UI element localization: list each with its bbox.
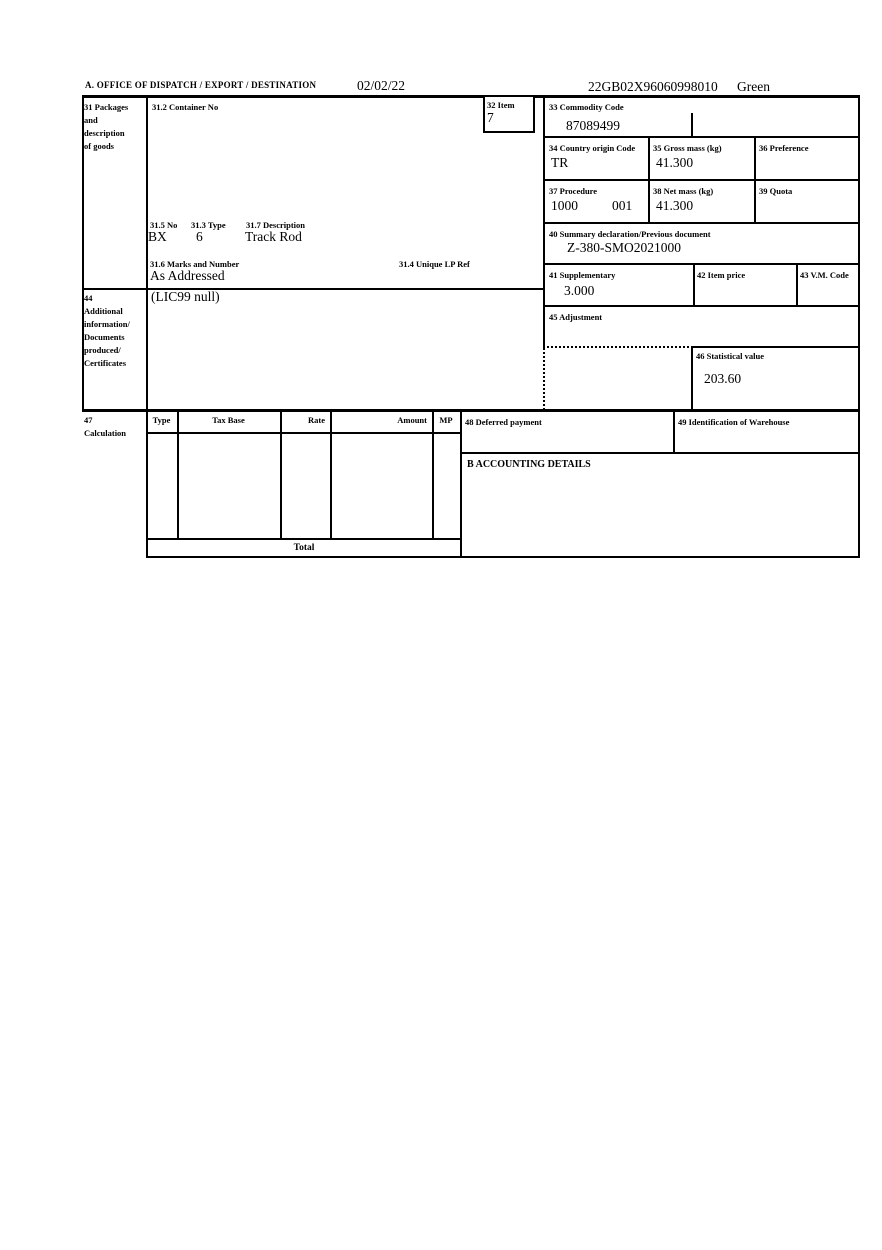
gross-mass-value: 41.300 xyxy=(656,155,694,170)
form-rule xyxy=(146,95,148,412)
form-rule xyxy=(691,346,693,411)
box31-title-line: of goods xyxy=(84,141,114,151)
box31-title-line: 31 Packages xyxy=(84,102,129,112)
box44-title-line: information/ xyxy=(84,319,130,329)
form-rule xyxy=(330,409,332,540)
item-number-label: 32 Item xyxy=(487,100,515,110)
packages-no-value: BX xyxy=(148,229,167,244)
statistical-value-label: 46 Statistical value xyxy=(696,351,764,361)
supplementary-units-label: 41 Supplementary xyxy=(549,270,616,280)
form-rule xyxy=(691,113,693,138)
box31-title-line: and xyxy=(84,115,98,125)
form-rule xyxy=(543,179,860,181)
form-rule xyxy=(280,409,282,540)
marks-and-number-value: As Addressed xyxy=(150,268,225,283)
box47-title-line: 47 xyxy=(84,415,93,425)
movement-reference-number: 22GB02X96060998010 xyxy=(588,79,718,94)
dotted-rule xyxy=(543,346,693,348)
warehouse-id-label: 49 Identification of Warehouse xyxy=(678,417,790,427)
form-rule xyxy=(796,263,798,307)
form-rule xyxy=(146,538,462,540)
box31-title xyxy=(84,101,128,153)
form-rule xyxy=(82,409,860,412)
form-rule xyxy=(673,409,675,454)
net-mass-value: 41.300 xyxy=(656,198,694,213)
box44-title-line: 44 xyxy=(84,293,93,303)
unique-lp-ref-label: 31.4 Unique LP Ref xyxy=(399,259,470,269)
calc-col-mp: MP xyxy=(439,415,453,425)
box44-title xyxy=(84,292,130,370)
vm-code-label: 43 V.M. Code xyxy=(800,270,849,280)
box44-title-line: Certificates xyxy=(84,358,127,368)
dotted-rule xyxy=(543,348,545,410)
preference-label: 36 Preference xyxy=(759,143,809,153)
goods-description-value: Track Rod xyxy=(245,229,302,244)
previous-document-label: 40 Summary declaration/Previous document xyxy=(549,229,711,239)
box44-title-line: Documents xyxy=(84,332,125,342)
procedure-additional-value: 001 xyxy=(612,198,633,213)
gross-mass-label: 35 Gross mass (kg) xyxy=(653,143,722,153)
box31-title-line: description xyxy=(84,128,125,138)
office-of-dispatch-heading: A. OFFICE OF DISPATCH / EXPORT / DESTINATION xyxy=(85,80,317,90)
acceptance-date: 02/02/22 xyxy=(357,78,406,93)
calc-col-type: Type xyxy=(152,415,171,425)
box47-title xyxy=(84,414,126,440)
item-price-label: 42 Item price xyxy=(697,270,746,280)
procedure-value: 1000 xyxy=(551,198,578,213)
packages-no-label: 31.5 No xyxy=(150,220,178,230)
deferred-payment-label: 48 Deferred payment xyxy=(465,417,542,427)
routing-indicator: Green xyxy=(737,79,770,94)
form-rule xyxy=(543,222,860,224)
form-rule xyxy=(543,263,860,265)
packages-type-value: 6 xyxy=(196,229,203,244)
box47-title-line: Calculation xyxy=(84,428,127,438)
additional-information-value: (LIC99 null) xyxy=(151,289,220,304)
form-rule xyxy=(432,409,434,540)
form-rule xyxy=(648,136,650,224)
commodity-code-label: 33 Commodity Code xyxy=(549,102,624,112)
calc-total-label: Total xyxy=(293,543,315,553)
country-origin-label: 34 Country origin Code xyxy=(549,143,636,153)
form-rule xyxy=(177,409,179,540)
adjustment-label: 45 Adjustment xyxy=(549,312,603,322)
commodity-code-value: 87089499 xyxy=(566,118,620,133)
country-origin-value: TR xyxy=(551,155,569,170)
item-number-value: 7 xyxy=(487,110,494,125)
box44-title-line: Additional xyxy=(84,306,123,316)
goods-description-label: 31.7 Description xyxy=(246,220,306,230)
net-mass-label: 38 Net mass (kg) xyxy=(653,186,714,196)
form-rule xyxy=(858,95,860,558)
form-rule xyxy=(693,263,695,307)
box44-title-line: produced/ xyxy=(84,345,121,355)
form-rule xyxy=(754,136,756,224)
form-rule xyxy=(543,136,860,138)
container-no-label: 31.2 Container No xyxy=(152,102,219,112)
supplementary-units-value: 3.000 xyxy=(564,283,595,298)
form-rule xyxy=(460,452,860,454)
form-rule xyxy=(691,346,860,348)
previous-document-value: Z-380-SMO2021000 xyxy=(567,240,681,255)
procedure-label: 37 Procedure xyxy=(549,186,598,196)
form-rule xyxy=(543,305,860,307)
quota-label: 39 Quota xyxy=(759,186,793,196)
calc-col-tax-base: Tax Base xyxy=(212,415,245,425)
form-rule xyxy=(146,432,462,434)
packages-type-label: 31.3 Type xyxy=(191,220,226,230)
form-rule xyxy=(82,95,860,98)
calc-col-amount: Amount xyxy=(397,415,427,425)
accounting-details-label: B ACCOUNTING DETAILS xyxy=(467,459,591,470)
statistical-value-value: 203.60 xyxy=(704,371,742,386)
form-rule xyxy=(146,556,860,558)
marks-and-number-label: 31.6 Marks and Number xyxy=(150,259,240,269)
calc-col-rate: Rate xyxy=(308,415,325,425)
